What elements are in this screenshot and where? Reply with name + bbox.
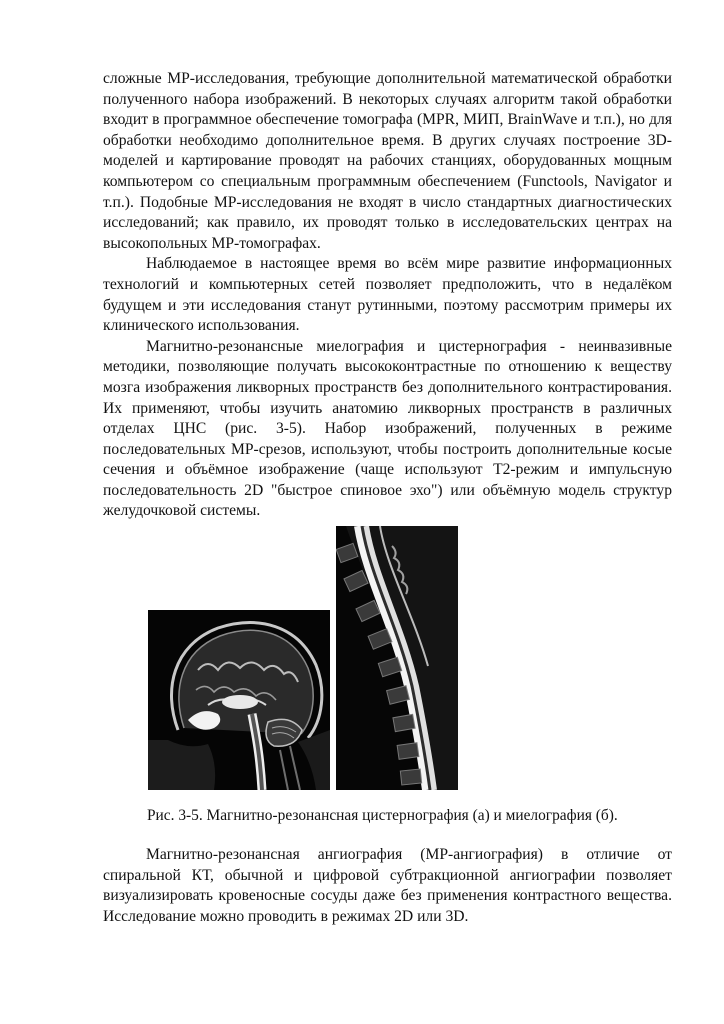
paragraph-3: Магнитно-резонансные миелография и цистернография - неинвазивные методики, позволяющие получать высококонтрастные по отношению к веществу мозга изображения ликворных пространств без дополнительного контрастирования. Их применяют, чтобы изучить анатомию ликворных пространств в различных отделах ЦНС (рис. 3-5). Набор изображений, полученных в режиме последовательных МР-срезов, используют, чтобы построить дополнительные косые сечения и объёмное изображение (чаще используют Т2-режим и импульсную последовательность 2D "быстрое спиновое эхо") или объёмную модель структур желудочковой системы.	[103, 337, 672, 520]
figure-3-5	[0, 526, 724, 796]
brain-mri-image	[148, 610, 330, 790]
paragraph-1: сложные МР-исследования, требующие дополнительной математической обработки полученного набора изображений. В некоторых случаях алгоритм такой обработки входит в программное обеспечение томографа (MPR, МИП, BrainWave и т.п.), но для обработки необходимо дополнительное время. В других случаях построение 3D-моделей и картирование проводят на рабочих станциях, оборудованных мощным компьютером со специальным программным обеспечением (Functools, Navigator и т.п.). Подобные МР-исследования не входят в число стандартных диагностических исследований; как правило, их проводят только в исследовательских центрах на высокопольных МР-томографах.	[103, 70, 672, 252]
spine-mri-image	[336, 526, 458, 790]
paragraph-4: Магнитно-резонансная ангиография (МР-ангиография) в отличие от спиральной КТ, обычной и цифровой субтракционной ангиографии позволяет визуализировать кровеносные сосуды даже без применения контрастного вещества. Исследование можно проводить в режимах 2D или 3D.	[103, 846, 672, 925]
paragraph-2: Наблюдаемое в настоящее время во всём мире развитие информационных технологий и компьютерных сетей позволяет предположить, что в недалёком будущем и эти исследования станут рутинными, поэтому рассмотрим примеры их клинического использования.	[103, 255, 672, 335]
figure-caption: Рис. 3-5. Магнитно-резонансная цистернография (а) и миелография (б).	[147, 807, 618, 824]
text-block-bottom	[103, 845, 672, 927]
text-block-top	[103, 69, 672, 522]
